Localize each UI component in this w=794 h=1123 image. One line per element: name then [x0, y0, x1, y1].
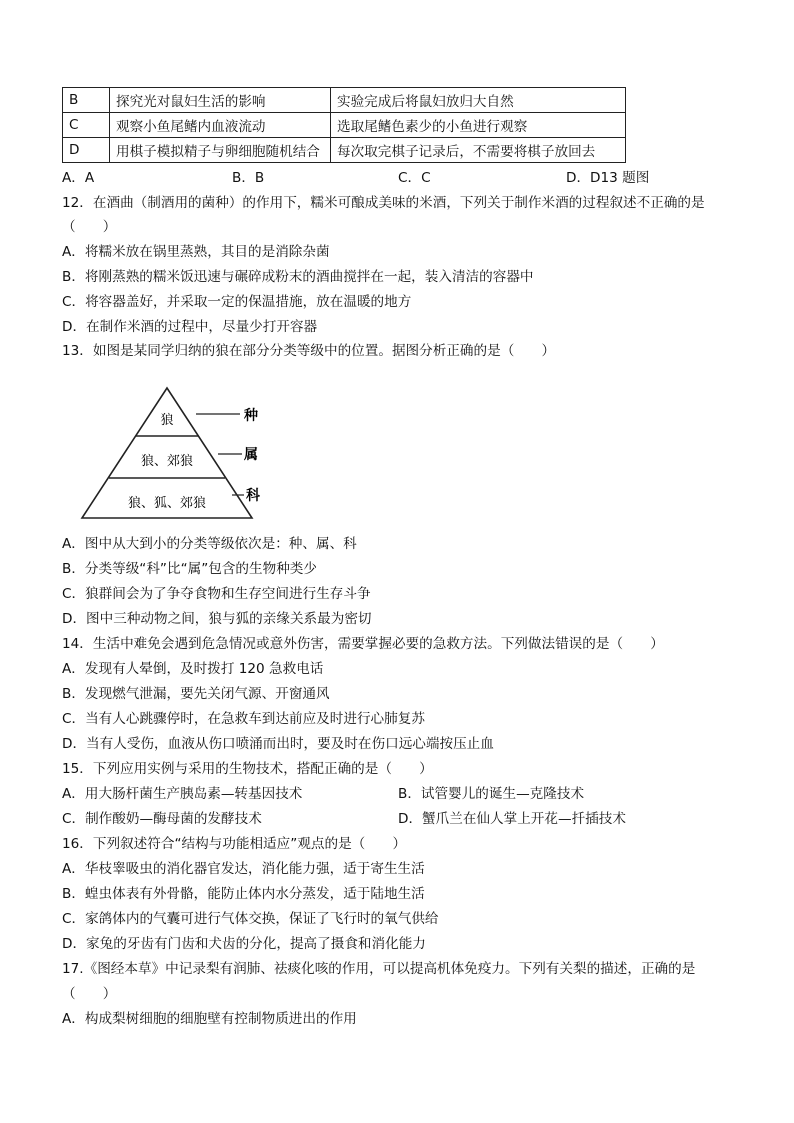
q13-option-a: A．图中从大到小的分类等级依次是：种、属、科	[62, 536, 357, 552]
q13-option-d: D．图中三种动物之间，狼与狐的亲缘关系最为密切	[62, 611, 372, 627]
table-row	[63, 138, 626, 163]
q15-option-b: B．试管婴儿的诞生—克隆技术	[398, 786, 585, 802]
level-label-species: 种	[244, 408, 258, 424]
q14-option-b: B．发现燃气泄漏，要先关闭气源、开窗通风	[62, 686, 330, 702]
table-cell-purpose: 探究光对鼠妇生活的影响	[110, 88, 331, 113]
table-cell-note: 每次取完棋子记录后，不需要将棋子放回去	[331, 138, 626, 163]
q17-answer-paren: （ ）	[62, 986, 117, 1002]
q17-option-a: A．构成梨树细胞的细胞壁有控制物质进出的作用	[62, 1011, 357, 1027]
table-cell-letter: C	[63, 113, 110, 138]
table-row	[63, 88, 626, 113]
table-cell-letter: B	[63, 88, 110, 113]
q16-option-c: C．家鸽体内的气囊可进行气体交换，保证了飞行时的氧气供给	[62, 911, 439, 927]
q16-option-b: B．蝗虫体表有外骨骼，能防止体内水分蒸发，适于陆地生活	[62, 886, 425, 902]
level-label-genus: 属	[244, 447, 258, 463]
classification-pyramid-figure	[62, 368, 272, 526]
q11-option-b: B．B	[232, 170, 265, 186]
q14-option-c: C．当有人心跳骤停时，在急救车到达前应及时进行心肺复苏	[62, 711, 425, 727]
table-cell-note: 选取尾鳍色素少的小鱼进行观察	[331, 113, 626, 138]
table-cell-letter: D	[63, 138, 110, 163]
pyramid-tier-middle: 狼、郊狼	[140, 454, 194, 469]
q16-option-d: D．家兔的牙齿有门齿和犬齿的分化，提高了摄食和消化能力	[62, 936, 426, 952]
pyramid-tier-top: 狼	[160, 413, 174, 428]
q11-option-a: A．A	[62, 170, 95, 186]
experiment-table	[62, 87, 626, 163]
q13-option-b: B．分类等级“科”比“属”包含的生物种类少	[62, 561, 317, 577]
q13-stem: 13．如图是某同学归纳的狼在部分分类等级中的位置。据图分析正确的是（ ）	[62, 343, 556, 359]
q14-stem: 14．生活中难免会遇到危急情况或意外伤害，需要掌握必要的急救方法。下列做法错误的是（ ）	[62, 636, 664, 652]
table-cell-purpose: 观察小鱼尾鳍内血液流动	[110, 113, 331, 138]
q16-stem: 16．下列叙述符合“结构与功能相适应”观点的是（ ）	[62, 836, 407, 852]
table-cell-purpose: 用棋子模拟精子与卵细胞随机结合	[110, 138, 331, 163]
q15-option-c: C．制作酸奶—酶母菌的发酵技术	[62, 811, 262, 827]
q15-option-a: A．用大肠杆菌生产胰岛素—转基因技术	[62, 786, 303, 802]
level-label-family: 科	[246, 488, 260, 504]
table-cell-note: 实验完成后将鼠妇放归大自然	[331, 88, 626, 113]
q13-option-c: C．狼群间会为了争夺食物和生存空间进行生存斗争	[62, 586, 371, 602]
pyramid-tier-bottom: 狼、狐、郊狼	[127, 496, 207, 511]
q11-option-d: D．D13 题图	[566, 170, 650, 186]
q12-option-b: B．将刚蒸熟的糯米饭迅速与碾碎成粉末的酒曲搅拌在一起，装入清洁的容器中	[62, 269, 534, 285]
q12-option-c: C．将容器盖好，并采取一定的保温措施，放在温暖的地方	[62, 294, 412, 310]
q17-stem: 17.《图经本草》中记录梨有润肺、祛痰化咳的作用，可以提高机体免疫力。下列有关梨的描述，正确的是	[62, 961, 696, 977]
q14-option-d: D．当有人受伤，血液从伤口喷涌而出时，要及时在伤口远心端按压止血	[62, 736, 494, 752]
q15-stem: 15．下列应用实例与采用的生物技术，搭配正确的是（ ）	[62, 761, 433, 777]
q15-option-d: D．蟹爪兰在仙人掌上开花—扦插技术	[398, 811, 626, 827]
q14-option-a: A．发现有人晕倒，及时拨打 120 急救电话	[62, 661, 324, 677]
q12-answer-paren: （ ）	[62, 219, 117, 235]
q16-option-a: A．华枝睾吸虫的消化器官发达，消化能力强，适于寄生生活	[62, 861, 425, 877]
q12-stem: 12．在酒曲（制酒用的菌种）的作用下，糯米可酿成美味的米酒，下列关于制作米酒的过程叙述不正确的是	[62, 195, 705, 211]
table-row	[63, 113, 626, 138]
q12-option-d: D．在制作米酒的过程中，尽量少打开容器	[62, 319, 318, 335]
q11-option-c: C．C	[398, 170, 431, 186]
q12-option-a: A．将糯米放在锅里蒸熟，其目的是消除杂菌	[62, 244, 330, 260]
